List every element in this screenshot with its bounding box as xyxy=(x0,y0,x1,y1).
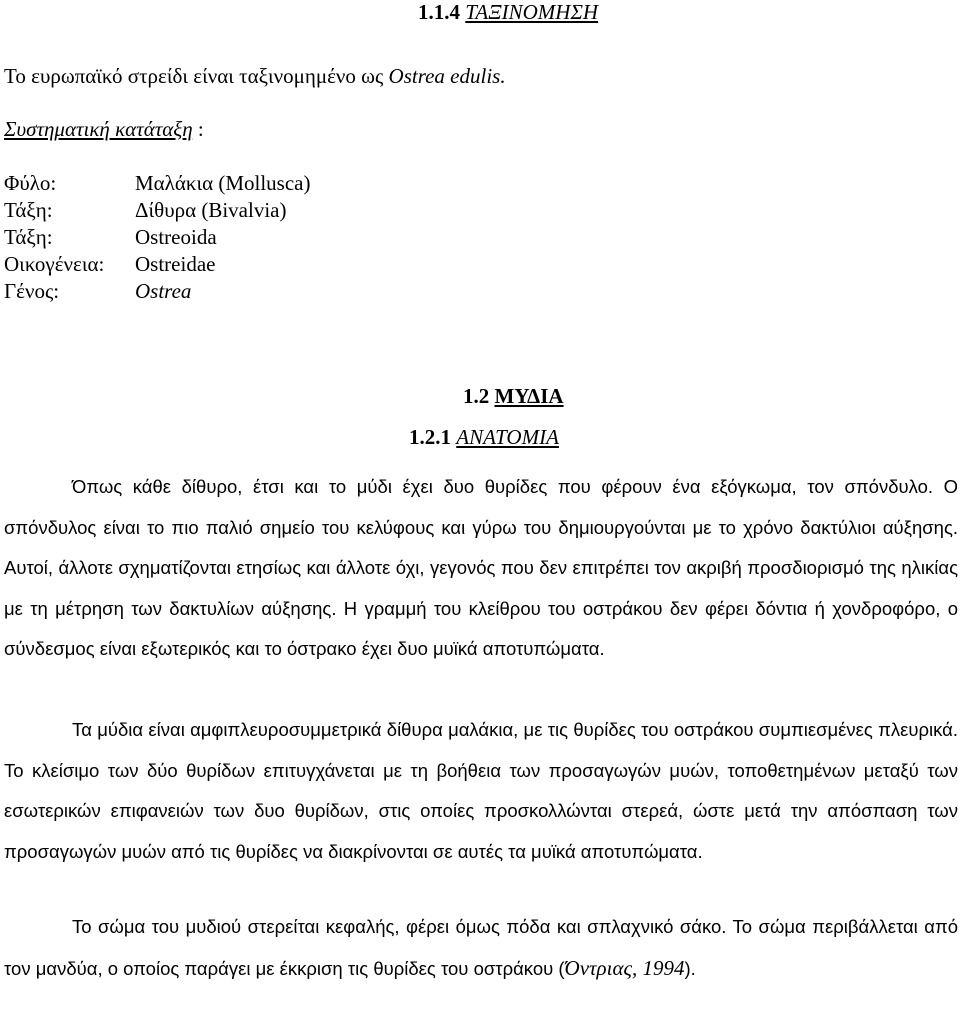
taxonomy-value: Ostreidae xyxy=(135,252,216,276)
taxonomy-label: Φύλο: xyxy=(4,171,57,195)
systematic-suffix: : xyxy=(192,117,204,141)
section-title: ΑΝΑΤΟΜΙΑ xyxy=(456,425,559,449)
species-name: Ostrea edulis. xyxy=(388,64,506,88)
intro-sentence xyxy=(4,64,506,89)
section-number: 1.1.4 xyxy=(418,0,460,24)
citation: Όντριας, 1994 xyxy=(564,955,685,980)
taxonomy-label: Τάξη: xyxy=(4,198,53,222)
section-title: ΤΑΞΙΝΟΜΗΣΗ xyxy=(465,0,599,24)
section-heading-1-2 xyxy=(463,384,564,409)
systematic-classification-label xyxy=(4,117,204,142)
paragraph-text: Το σώμα του μυδιού στερείται κεφαλής, φέρει όμως πόδα και σπλαχνικό σάκο. Το σώμα περιβάλλεται από τον μανδύα, ο οποίος παράγει με έκκριση τις θυρίδες του οστράκου ( xyxy=(4,916,958,979)
taxonomy-value: Ostreoida xyxy=(135,225,217,249)
taxonomy-label: Τάξη: xyxy=(4,225,53,249)
intro-text: Το ευρωπαϊκό στρείδι είναι ταξινομημένο ως xyxy=(4,64,389,88)
taxonomy-label: Οικογένεια: xyxy=(4,252,105,276)
section-heading-1-1-4 xyxy=(418,0,598,25)
taxonomy-value: Ostrea xyxy=(135,279,192,303)
paragraph-anatomy-1: Όπως κάθε δίθυρο, έτσι και το μύδι έχει δυο θυρίδες που φέρουν ένα εξόγκωμα, τον σπόνδυλο. Ο σπόνδυλος είναι το πιο παλιό σημείο του κελύφους και γύρω του δημιουργούνται με το χρόνο δακτύλιοι αύξησης. Αυτοί, άλλοτε σχηματίζονται ετησίως και άλλοτε όχι, γεγονός που δεν επιτρέπει τον ακριβή προσδιορισμό της ηλικίας με τη μέτρηση των δακτυλίων αύξησης. Η γραμμή του κλείθρου του οστράκου δεν φέρει δόντια ή χονδροφόρο, ο σύνδεσμος είναι εξωτερικός και το όστρακο έχει δυο μυϊκά αποτυπώματα. xyxy=(4,476,958,659)
taxonomy-value: Μαλάκια (Mollusca) xyxy=(135,171,311,195)
paragraph-end: ). xyxy=(684,957,696,979)
paragraph-anatomy-2: Τα μύδια είναι αμφιπλευροσυμμετρικά δίθυρα μαλάκια, με τις θυρίδες του οστράκου συμπιεσμένες πλευρικά. Το κλείσιμο των δύο θυρίδων επιτυγχάνεται με τη βοήθεια των προσαγωγών μυών, τοποθετημένων μεταξύ των εσωτερικών επιφανειών των δυο θυρίδων, στις οποίες προσκολλώνται στερεά, ώστε μετά την απόσπαση των προσαγωγών μυών από τις θυρίδες να διακρίνονται σε αυτές τα μυϊκά αποτυπώματα. xyxy=(4,719,958,862)
section-number: 1.2.1 xyxy=(409,425,451,449)
section-number: 1.2 xyxy=(463,384,490,408)
systematic-label: Συστηματική κατάταξη xyxy=(4,117,193,141)
taxonomy-value: Δίθυρα (Bivalvia) xyxy=(135,198,287,222)
taxonomy-label: Γένος: xyxy=(4,279,60,303)
section-heading-1-2-1 xyxy=(409,425,559,450)
paragraph-anatomy-3 xyxy=(4,907,958,989)
section-title: ΜΥΔΙΑ xyxy=(494,384,564,408)
